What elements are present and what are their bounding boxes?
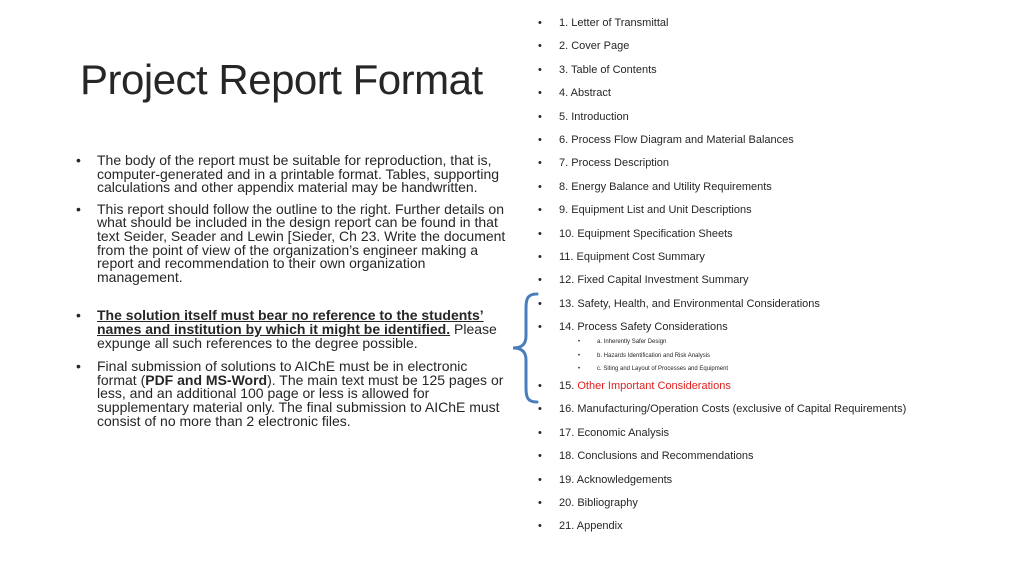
outline-sub-item-text: c. Siting and Layout of Processes and Equipment [597, 366, 729, 373]
bullet-dot: • [538, 497, 542, 510]
outline-item [538, 474, 1018, 487]
bullet-dot: • [578, 352, 581, 359]
bullet-dot: • [538, 180, 542, 193]
bullet-dot: • [538, 157, 542, 170]
bullet-dot: • [538, 40, 542, 53]
outline-sub-item-text: a. Inherently Safer Design [597, 339, 667, 346]
bullet-anonymity [76, 309, 506, 350]
outline-item [538, 427, 1018, 440]
outline-item [538, 111, 1018, 124]
outline-item [538, 17, 1018, 30]
bullet-dot: • [538, 17, 542, 29]
outline-item [538, 274, 1018, 287]
outline-item-text: 9. Equipment List and Unit Descriptions [559, 204, 752, 217]
outline-item-text: 16. Manufacturing/Operation Costs (exclusive of Capital Requirements) [559, 403, 907, 416]
outline-item-text: 2. Cover Page [559, 40, 630, 53]
outline-item-text: 7. Process Description [559, 157, 670, 170]
outline-item [538, 134, 1018, 147]
outline-item [538, 403, 1018, 416]
outline-item-text: 13. Safety, Health, and Environmental Considerations [559, 297, 820, 310]
outline-item [538, 181, 1018, 194]
outline-item-text: 12. Fixed Capital Investment Summary [559, 274, 749, 287]
slide-title: Project Report Format [80, 56, 483, 103]
outline-item-text: 19. Acknowledgements [559, 473, 673, 486]
outline-item-text: 20. Bibliography [559, 497, 638, 510]
bullet-dot: • [538, 204, 542, 217]
outline-item [538, 251, 1018, 264]
bullet-dot: • [538, 63, 542, 76]
outline-item-text: 21. Appendix [559, 520, 623, 533]
bullet-dot: • [538, 473, 542, 486]
outline-item [538, 64, 1018, 77]
bullet-bold-text: PDF and MS-Word [145, 371, 268, 388]
outline-item [538, 204, 1018, 217]
outline-item [538, 520, 1018, 533]
bullet-bold-underlined-text: The solution itself must bear no reference to the students’ names and institution by which it might be identified. [97, 307, 484, 337]
outline-item-text: 10. Equipment Specification Sheets [559, 227, 733, 240]
bullet-dot: • [578, 339, 581, 346]
bullet-dot: • [538, 450, 542, 463]
outline-item-text: 5. Introduction [559, 110, 629, 123]
outline-item-text: 8. Energy Balance and Utility Requirements [559, 180, 772, 193]
bullet-text: This report should follow the outline to the right. Further details on what should be included in the design report can be found in that text Seider, Seader and Lewin [Sieder, Ch 23. Write the document from the point of view of the organization’s engineer making a report and recommendation to their own organization management. [97, 200, 506, 285]
curly-brace-icon [508, 292, 540, 404]
bullet-dot: • [578, 366, 581, 373]
outline-item [538, 321, 1018, 334]
bullet-dot: • [538, 380, 542, 393]
outline-item-text: 18. Conclusions and Recommendations [559, 450, 754, 463]
outline-sub-item [538, 338, 1018, 346]
bullet-dot: • [538, 520, 542, 533]
outline-sub-item [538, 352, 1018, 360]
bullet-dot: • [538, 297, 542, 310]
outline-sub-list [538, 338, 1018, 373]
bullet-dot: • [538, 133, 542, 146]
outline-item-text: 1. Letter of Transmittal [559, 17, 669, 29]
bullet-dot: • [76, 307, 81, 324]
bullet-dot: • [76, 200, 81, 217]
outline-item [538, 87, 1018, 100]
outline-item [538, 497, 1018, 510]
bullet-dot: • [538, 321, 542, 334]
outline-item-text: 11. Equipment Cost Summary [559, 250, 705, 263]
bullet-dot: • [538, 426, 542, 439]
outline-sub-item [538, 365, 1018, 373]
bullet-text: Please expunge all such references to the degree possible. [97, 320, 497, 351]
outline-item-text: 6. Process Flow Diagram and Material Balances [559, 133, 794, 146]
outline-item-highlighted [538, 380, 1018, 393]
outline-item [538, 298, 1018, 311]
bullet-dot: • [538, 274, 542, 287]
bullet-text: The body of the report must be suitable for reproduction, that is, computer-generated and in a printable format. Tables, supporting calculations and other appendix material may be handwritten. [97, 152, 500, 196]
bullet-submission [76, 360, 506, 428]
outline-item-text: 14. Process Safety Considerations [559, 321, 728, 334]
outline-item-text: 3. Table of Contents [559, 63, 657, 76]
bullet-dot: • [538, 250, 542, 263]
outline-sub-item-text: b. Hazards Identification and Risk Analysis [597, 352, 711, 359]
outline-item [538, 450, 1018, 463]
bullet-dot: • [538, 403, 542, 416]
left-bullet-list [76, 154, 506, 428]
report-outline-list [538, 17, 1018, 544]
bullet-reproduction [76, 154, 506, 195]
bullet-text: Final submission of solutions to AIChE must be in electronic format ( [97, 358, 468, 388]
outline-item-text: 15. [559, 380, 578, 393]
bullet-outline [76, 200, 506, 285]
outline-item-text: 4. Abstract [559, 87, 611, 100]
bullet-dot: • [538, 87, 542, 100]
bullet-dot: • [76, 358, 81, 375]
highlighted-text: Other Important Considerations [577, 380, 731, 393]
outline-item [538, 228, 1018, 241]
outline-item [538, 40, 1018, 53]
bullet-text: ). The main text must be 125 pages or less, and an additional 100 page or less is allowed for supplementary material only. The final submission to AIChE must consist of no more than 2 electronic files. [97, 371, 504, 429]
outline-item-text: 17. Economic Analysis [559, 426, 670, 439]
outline-item [538, 157, 1018, 170]
bullet-dot: • [538, 110, 542, 123]
bullet-dot: • [76, 152, 81, 168]
bullet-dot: • [538, 227, 542, 240]
